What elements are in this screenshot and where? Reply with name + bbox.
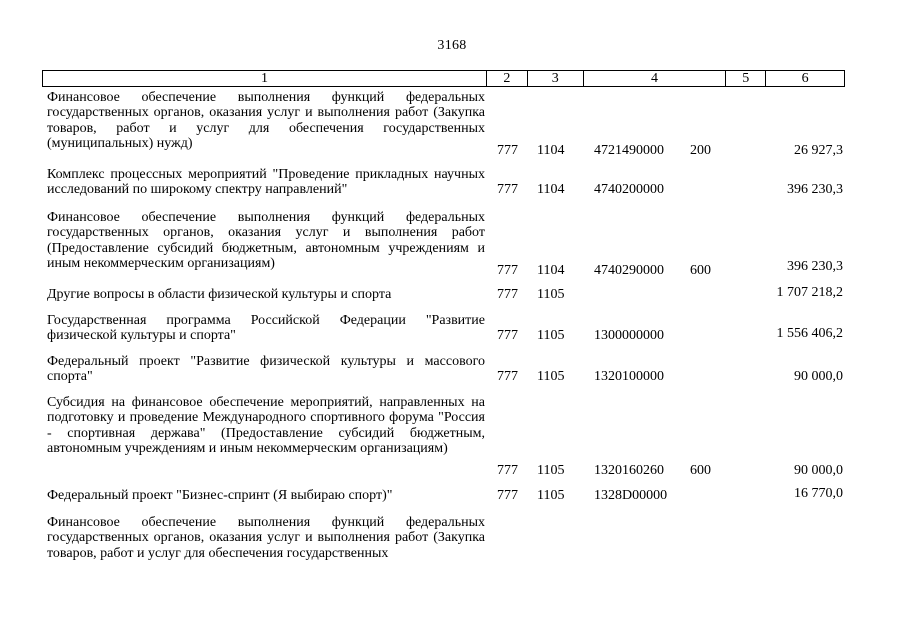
row-cs: 4740290000 <box>594 263 664 278</box>
row-ved: 777 <box>497 263 518 278</box>
row-description: Другие вопросы в области физической культуры и спорта <box>47 287 392 302</box>
row-razdel: 1105 <box>537 463 565 478</box>
row-description: Финансовое обеспечение выполнения функций федеральных государственных органов, оказания услуг и выполнения работ (Закупка товаров, работ и услуг для обеспечения государственных (муниципальных) нужд) <box>47 90 485 152</box>
row-ved: 777 <box>497 328 518 343</box>
row-sum: 396 230,3 <box>787 259 843 274</box>
row-ved: 777 <box>497 369 518 384</box>
row-razdel: 1105 <box>537 369 565 384</box>
row-sum: 1 556 406,2 <box>776 326 843 341</box>
table-row <box>0 313 904 354</box>
header-col-2: 2 <box>487 71 528 86</box>
row-ved: 777 <box>497 143 518 158</box>
row-cs: 1300000000 <box>594 328 664 343</box>
row-description: Комплекс процессных мероприятий "Проведение прикладных научных исследований по широкому спектру направлений" <box>47 167 485 198</box>
row-description: Государственная программа Российской Федерации "Развитие физической культуры и спорта" <box>47 313 485 344</box>
row-razdel: 1105 <box>537 287 565 302</box>
row-sum: 90 000,0 <box>794 369 843 384</box>
row-vr: 600 <box>690 463 711 478</box>
table-row <box>0 395 904 488</box>
header-col-3: 3 <box>528 71 584 86</box>
table-row <box>0 167 904 210</box>
table-body <box>0 90 904 575</box>
row-ved: 777 <box>497 182 518 197</box>
table-row <box>0 488 904 515</box>
row-cs: 1328D00000 <box>594 488 668 503</box>
row-sum: 26 927,3 <box>794 143 843 158</box>
row-razdel: 1104 <box>537 263 565 278</box>
row-cs: 4740200000 <box>594 182 664 197</box>
row-description: Федеральный проект "Бизнес-спринт (Я выбираю спорт)" <box>47 488 393 503</box>
header-col-6: 6 <box>801 71 809 86</box>
row-description: Федеральный проект "Развитие физической культуры и массового спорта" <box>47 354 485 385</box>
table-header <box>42 70 845 87</box>
row-sum: 396 230,3 <box>787 182 843 197</box>
row-vr: 200 <box>690 143 711 158</box>
row-ved: 777 <box>497 488 518 503</box>
row-ved: 777 <box>497 287 518 302</box>
row-razdel: 1104 <box>537 182 565 197</box>
row-sum: 16 770,0 <box>794 486 843 501</box>
table-row <box>0 210 904 287</box>
page-number: 3168 <box>437 38 467 53</box>
row-vr: 600 <box>690 263 711 278</box>
table-row <box>0 515 904 575</box>
row-razdel: 1105 <box>537 328 565 343</box>
row-description: Финансовое обеспечение выполнения функций федеральных государственных органов, оказания услуг и выполнения работ (Предоставление субсидий бюджетным, автономным учреждениям и иным некоммерческим организациям) <box>47 210 485 272</box>
row-description: Субсидия на финансовое обеспечение мероприятий, направленных на подготовку и проведение Международного спортивного форума "Россия - спортивная держава" (Предоставление субсидий бюджетным, автономным учреждениям и иным некоммерческим организациям) <box>47 395 485 457</box>
row-description: Финансовое обеспечение выполнения функций федеральных государственных органов, оказания услуг и выполнения работ (Закупка товаров, работ и услуг для обеспечения государственных <box>47 515 485 561</box>
row-sum: 1 707 218,2 <box>776 285 843 300</box>
row-razdel: 1105 <box>537 488 565 503</box>
table-row <box>0 287 904 313</box>
row-cs: 4721490000 <box>594 143 664 158</box>
table-row <box>0 354 904 395</box>
header-col-1: 1 <box>43 71 487 86</box>
table-row <box>0 90 904 167</box>
row-ved: 777 <box>497 463 518 478</box>
row-razdel: 1104 <box>537 143 565 158</box>
row-cs: 1320160260 <box>594 463 664 478</box>
header-col-4: 4 <box>584 71 727 86</box>
row-sum: 90 000,0 <box>794 463 843 478</box>
header-col-5: 5 <box>726 71 766 86</box>
row-cs: 1320100000 <box>594 369 664 384</box>
